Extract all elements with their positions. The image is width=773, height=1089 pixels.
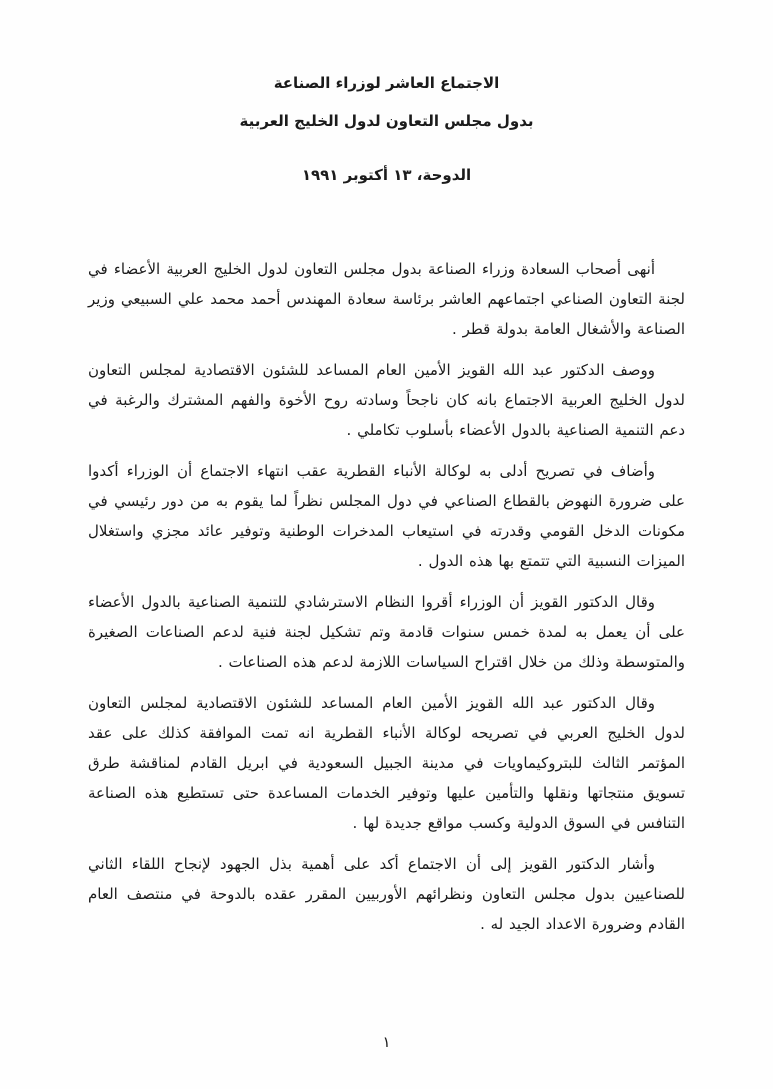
title-line-1: الاجتماع العاشر لوزراء الصناعة xyxy=(273,74,500,92)
paragraph-2: ووصف الدكتور عبد الله القويز الأمين العام المساعد للشئون الاقتصادية لمجلس التعاون لدول الخليج العربية الاجتماع بانه كان ناجحاً وسادته روح الأخوة والفهم المشترك والرغبة في دعم التنمية الصناعية بالدول الأعضاء بأسلوب تكاملي . xyxy=(88,361,685,439)
document-body xyxy=(0,254,773,939)
document-title xyxy=(0,0,773,140)
paragraph-3: وأضاف في تصريح أدلى به لوكالة الأنباء القطرية عقب انتهاء الاجتماع أن الوزراء أكدوا على ضرورة النهوض بالقطاع الصناعي في دول المجلس نظراً لما يقوم به من دور رئيسي في مكونات الدخل القومي وقدرته في استيعاب المدخرات الوطنية وتوفير عائد مجزي واستغلال الميزات النسبية التي تتمتع بها هذه الدول . xyxy=(88,462,685,570)
paragraph-5: وقال الدكتور عبد الله القويز الأمين العام المساعد للشئون الاقتصادية لمجلس التعاون لدول الخليج العربي في تصريحه لوكالة الأنباء القطرية انه تمت الموافقة كذلك على عقد المؤتمر الثالث للبتروكيماويات في مدينة الجبيل السعودية في ابريل القادم لمناقشة طرق تسويق منتجاتها ونقلها والتأمين عليها وتوفير الخدمات المساعدة حتى تستطيع هذه الصناعة التنافس في السوق الدولية وكسب مواقع جديدة لها . xyxy=(88,694,685,832)
paragraph-4: وقال الدكتور القويز أن الوزراء أقروا النظام الاسترشادي للتنمية الصناعية بالدول الأعضاء على أن يعمل به لمدة خمس سنوات قادمة وتم تشكيل لجنة فنية لدعم الصناعات الصغيرة والمتوسطة وذلك من خلال اقتراح السياسات اللازمة لدعم هذه الصناعات . xyxy=(88,593,685,671)
page-number: ١ xyxy=(382,1033,391,1051)
date-line: الدوحة، ١٣ أكتوبر ١٩٩١ xyxy=(301,166,472,184)
paragraph-6: وأشار الدكتور القويز إلى أن الاجتماع أكد على أهمية بذل الجهود لإنجاح اللقاء الثاني للصناعيين بدول مجلس التعاون ونظرائهم الأوربيين المقرر عقده بالدوحة في منتصف العام القادم وضرورة الاعداد الجيد له . xyxy=(88,855,685,933)
title-line-2: بدول مجلس التعاون لدول الخليج العربية xyxy=(239,112,534,130)
paragraph-1: أنهى أصحاب السعادة وزراء الصناعة بدول مجلس التعاون لدول الخليج العربية الأعضاء في لجنة التعاون الصناعي اجتماعهم العاشر برئاسة سعادة المهندس أحمد محمد علي السبيعي وزير الصناعة والأشغال العامة بدولة قطر . xyxy=(88,260,685,338)
